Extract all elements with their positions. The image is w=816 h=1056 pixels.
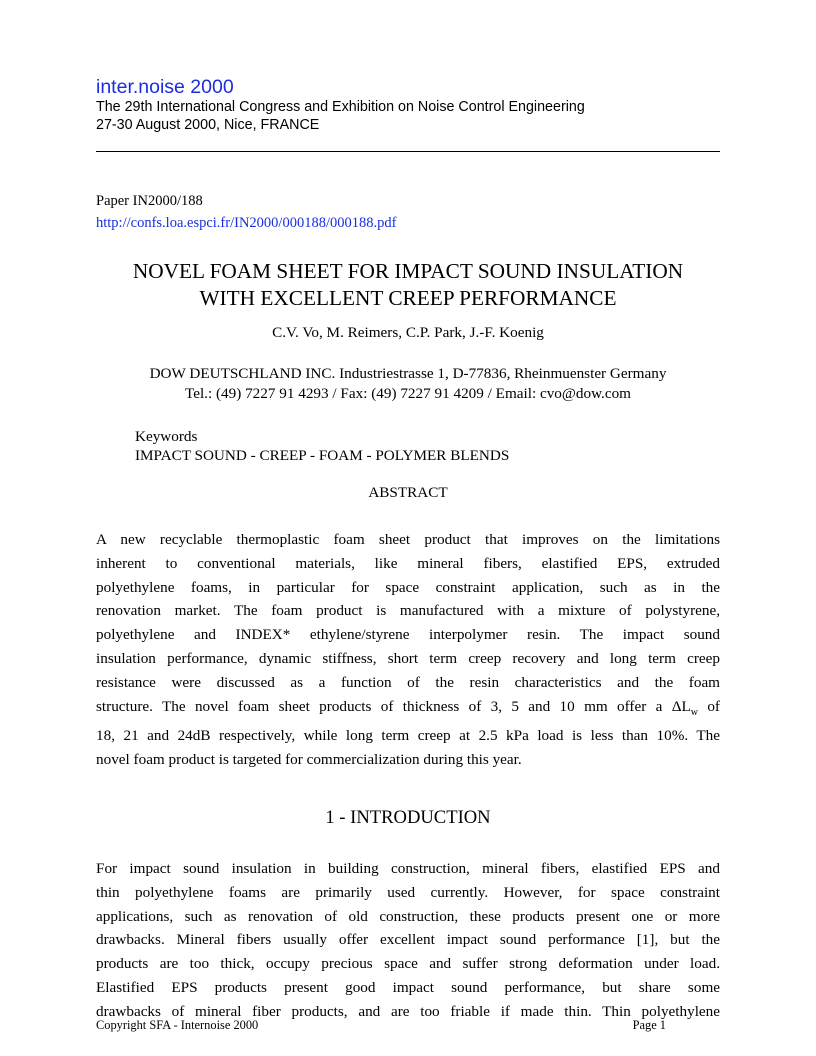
abstract-line-8-start: structure. The novel foam sheet products of thickness of 3, 5 and 10 mm offer a (96, 697, 672, 715)
abstract-line: resistance were discussed as a function of the resin characteristics and the foam (96, 673, 720, 691)
abstract-line: inherent to conventional materials, like mineral fibers, elastified EPS, extruded (96, 554, 720, 572)
paper-title-line-2: WITH EXCELLENT CREEP PERFORMANCE (199, 286, 617, 310)
introduction-body (96, 857, 720, 1024)
paper-title (96, 258, 720, 312)
congress-line: The 29th International Congress and Exhibition on Noise Control Engineering (96, 99, 585, 115)
intro-line: drawbacks of mineral fiber products, and are too friable if made thin. Thin polyethylene (96, 1002, 720, 1020)
abstract-line-with-formula (96, 695, 720, 725)
intro-line: For impact sound insulation in building construction, mineral fibers, elastified EPS and (96, 860, 720, 877)
keywords-list: IMPACT SOUND - CREEP - FOAM - POLYMER BLENDS (135, 447, 510, 464)
abstract-line: renovation market. The foam product is manufactured with a mixture of polystyrene, (96, 602, 720, 620)
affiliation: DOW DEUTSCHLAND INC. Industriestrasse 1, D-77836, Rheinmuenster Germany (149, 365, 667, 382)
delta-lw-subscript: w (690, 706, 698, 718)
paper-url-link[interactable]: http://confs.loa.espci.fr/IN2000/000188/000188.pdf (96, 215, 397, 231)
intro-line: products are too thick, occupy precious space and suffer strong deformation under load. (96, 955, 720, 973)
section-heading-introduction: 1 - INTRODUCTION (325, 807, 491, 828)
header-divider (96, 151, 720, 152)
abstract-line: novel foam product is targeted for commercialization during this year. (96, 751, 522, 769)
paper-id: Paper IN2000/188 (96, 193, 203, 209)
page-number: Page 1 (632, 1018, 666, 1032)
date-place-line: 27-30 August 2000, Nice, FRANCE (96, 117, 320, 133)
contact-info: Tel.: (49) 7227 91 4293 / Fax: (49) 7227 91 4209 / Email: cvo@dow.com (185, 385, 631, 402)
abstract-line: polyethylene and INDEX* ethylene/styrene interpolymer resin. The impact sound (96, 626, 720, 644)
conference-title: inter.noise 2000 (96, 76, 234, 98)
abstract-line: polyethylene foams, in particular for space constraint application, such as in the (96, 578, 720, 596)
abstract-line-8-end: of (698, 697, 720, 715)
abstract-line: insulation performance, dynamic stiffness, short term creep recovery and long term creep (96, 649, 720, 667)
intro-line: applications, such as renovation of old construction, these products present one or more (96, 907, 720, 925)
affiliation-block (96, 364, 720, 404)
intro-line: thin polyethylene foams are primarily used currently. However, for space constraint (96, 883, 720, 901)
conference-header (96, 76, 720, 134)
intro-line: drawbacks. Mineral fibers usually offer excellent impact sound performance [1], but the (96, 931, 720, 949)
abstract-line: A new recyclable thermoplastic foam sheet product that improves on the limitations (96, 531, 720, 548)
copyright-notice: Copyright SFA - Internoise 2000 (96, 1018, 259, 1032)
delta-lw-symbol: ΔL (671, 697, 691, 715)
intro-line: Elastified EPS products present good impact sound performance, but share some (96, 978, 720, 996)
authors: C.V. Vo, M. Reimers, C.P. Park, J.-F. Koenig (272, 324, 544, 341)
keywords-label: Keywords (135, 428, 198, 445)
abstract-line: 18, 21 and 24dB respectively, while long term creep at 2.5 kPa load is less than 10%. The (96, 727, 720, 745)
keywords-block (135, 427, 509, 465)
abstract-body (96, 528, 720, 772)
paper-title-line-1: NOVEL FOAM SHEET FOR IMPACT SOUND INSULATION (132, 259, 684, 283)
abstract-heading: ABSTRACT (368, 484, 448, 501)
